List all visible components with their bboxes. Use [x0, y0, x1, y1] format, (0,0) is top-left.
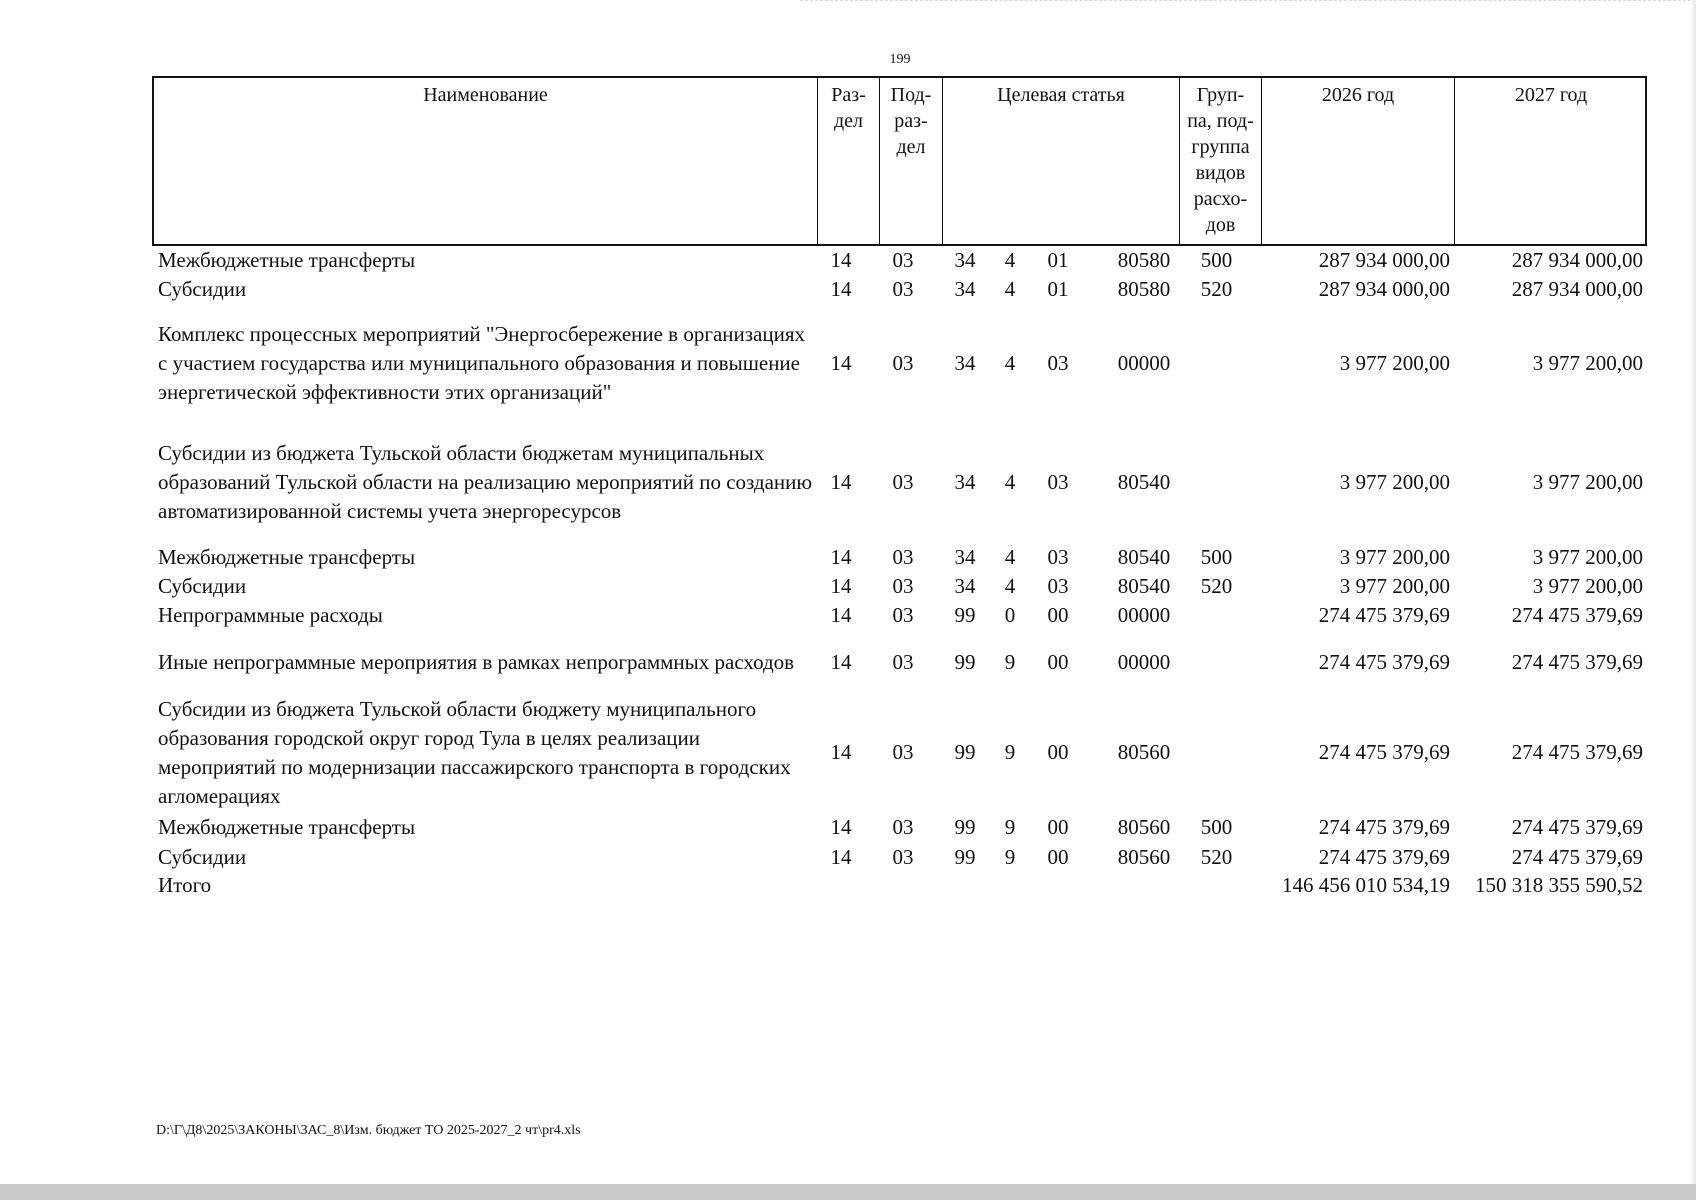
cell-y2027: 274 475 379,69: [1511, 649, 1643, 674]
cell-vr: [1175, 632, 1258, 692]
cell-podrazdel: 03: [892, 277, 914, 301]
cell-t4: 80540: [1117, 545, 1171, 569]
cell-razdel: 14: [830, 470, 852, 494]
cell-vr: 520: [1200, 277, 1233, 301]
header-podrazdel: Под- раз- дел: [879, 78, 942, 244]
cell-name: Иные непрограммные мероприятия в рамках непрограммных расходов: [158, 649, 795, 674]
table-row: [152, 305, 1647, 422]
cell-t3: 03: [1047, 574, 1069, 598]
scan-bottom-band: [0, 1184, 1696, 1200]
cell-y2027: 3 977 200,00: [1532, 351, 1643, 375]
cell-t1: 99: [954, 649, 976, 674]
cell-t2: 9: [1004, 845, 1016, 869]
cell-y2027: 274 475 379,69: [1511, 845, 1643, 869]
cell-y2026: 287 934 000,00: [1318, 248, 1450, 272]
cell-podrazdel: 03: [892, 351, 914, 375]
cell-y2027: 287 934 000,00: [1511, 248, 1643, 272]
cell-name: Итого: [158, 873, 212, 897]
header-name: Наименование: [423, 84, 548, 106]
cell-t1: 34: [954, 470, 976, 494]
cell-name: Межбюджетные трансферты: [158, 545, 416, 569]
cell-razdel: 14: [830, 845, 852, 869]
cell-razdel: 14: [830, 649, 852, 674]
cell-t3: 03: [1047, 351, 1069, 375]
cell-t1: [937, 871, 993, 900]
cell-y2027: 274 475 379,69: [1511, 815, 1643, 839]
cell-name: Субсидии из бюджета Тульской области бюджетам муниципальных образований Тульской области на реализацию мероприятий по созданию автоматизированной системы учета энергоресурсов: [158, 441, 813, 523]
table-row: [152, 424, 1647, 541]
header-target: Целевая статья: [942, 78, 1179, 244]
table-row: [152, 543, 1647, 572]
cell-t2: 4: [1004, 277, 1016, 301]
cell-razdel: 14: [830, 545, 852, 569]
cell-t2: 4: [1004, 545, 1016, 569]
cell-t4: 80580: [1117, 277, 1171, 301]
cell-t3: 03: [1047, 470, 1069, 494]
cell-t1: 34: [954, 545, 976, 569]
cell-razdel: 14: [830, 815, 852, 839]
cell-t4: 80540: [1117, 470, 1171, 494]
cell-t1: 34: [954, 248, 976, 272]
cell-t3: 01: [1047, 277, 1069, 301]
page-edge: [1690, 0, 1696, 1184]
cell-t1: 99: [954, 845, 976, 869]
scan-artifact: [800, 0, 1696, 11]
cell-name: Субсидии: [158, 574, 247, 598]
cell-t2: 4: [1004, 248, 1016, 272]
cell-vr: [1175, 305, 1258, 422]
cell-podrazdel: 03: [892, 845, 914, 869]
cell-podrazdel: 03: [892, 545, 914, 569]
cell-razdel: 14: [830, 603, 852, 627]
cell-t3: 03: [1047, 545, 1069, 569]
cell-y2026: 3 977 200,00: [1339, 470, 1450, 494]
cell-t1: 34: [954, 574, 976, 598]
cell-name: Межбюджетные трансферты: [158, 248, 416, 272]
cell-y2027: 3 977 200,00: [1532, 470, 1643, 494]
table-row: [152, 572, 1647, 601]
cell-y2027: 287 934 000,00: [1511, 277, 1643, 301]
cell-t4: 80560: [1117, 815, 1171, 839]
cell-t1: 99: [954, 740, 976, 764]
cell-podrazdel: 03: [892, 740, 914, 764]
cell-name: Комплекс процессных мероприятий "Энергосбережение в организациях с участием государства или муниципального образования и повышение энергетической эффективности этих организаций": [158, 322, 806, 404]
table-row: [152, 246, 1647, 275]
file-path: D:\Г\Д8\2025\ЗАКОНЫ\ЗАС_8\Изм. бюджет ТО 2025-2027_2 чт\pr4.xls: [156, 1123, 581, 1138]
cell-t3: 00: [1047, 603, 1069, 627]
cell-t4: 80560: [1117, 845, 1171, 869]
cell-name: Межбюджетные трансферты: [158, 815, 416, 839]
cell-t3: 00: [1047, 740, 1069, 764]
cell-razdel: 14: [830, 351, 852, 375]
cell-razdel: 14: [830, 740, 852, 764]
table-row: [152, 275, 1647, 304]
cell-t4: 00000: [1117, 351, 1171, 375]
cell-vr: 520: [1200, 574, 1233, 598]
header-razdel: Раз- дел: [817, 78, 879, 244]
header-vr: Груп- па, под- группа видов расхо- дов: [1179, 78, 1261, 244]
cell-t3: 00: [1047, 845, 1069, 869]
cell-vr: 520: [1200, 845, 1233, 869]
cell-t3: [1028, 871, 1088, 900]
page-number: 199: [889, 52, 911, 67]
cell-vr: [1175, 424, 1258, 541]
cell-vr: 500: [1200, 545, 1233, 569]
cell-t3: 00: [1047, 649, 1069, 674]
cell-y2026: 274 475 379,69: [1318, 603, 1450, 627]
cell-t3: 01: [1047, 248, 1069, 272]
cell-t4: 80540: [1117, 574, 1171, 598]
cell-t2: 9: [1004, 815, 1016, 839]
cell-y2026: 274 475 379,69: [1318, 740, 1450, 764]
header-2027: 2027 год: [1454, 78, 1647, 244]
table-header: [152, 76, 1647, 246]
cell-razdel: [810, 871, 872, 900]
cell-y2026: 3 977 200,00: [1339, 545, 1450, 569]
cell-y2027: 150 318 355 590,52: [1475, 873, 1643, 897]
cell-podrazdel: 03: [892, 470, 914, 494]
cell-t2: 9: [1004, 740, 1016, 764]
header-2026: 2026 год: [1261, 78, 1454, 244]
cell-y2026: 3 977 200,00: [1339, 351, 1450, 375]
cell-y2027: 3 977 200,00: [1532, 574, 1643, 598]
cell-name: Субсидии: [158, 845, 247, 869]
table-row: [152, 871, 1647, 900]
cell-podrazdel: 03: [892, 649, 914, 674]
cell-t2: 9: [1004, 649, 1016, 674]
cell-podrazdel: 03: [892, 603, 914, 627]
table-row: [152, 813, 1647, 842]
cell-t4: 80560: [1117, 740, 1171, 764]
cell-t1: 34: [954, 351, 976, 375]
cell-podrazdel: 03: [892, 248, 914, 272]
cell-t4: 80580: [1117, 248, 1171, 272]
table-row: [152, 601, 1647, 630]
cell-t1: 34: [954, 277, 976, 301]
cell-t2: 4: [1004, 574, 1016, 598]
cell-t1: 99: [954, 603, 976, 627]
table-row: [152, 843, 1647, 872]
cell-y2026: 274 475 379,69: [1318, 845, 1450, 869]
cell-y2026: 274 475 379,69: [1318, 815, 1450, 839]
table-row: [152, 632, 1647, 692]
cell-razdel: 14: [830, 277, 852, 301]
cell-t4: 00000: [1117, 649, 1171, 674]
table-row: [152, 694, 1647, 811]
cell-t3: 00: [1047, 815, 1069, 839]
cell-razdel: 14: [830, 574, 852, 598]
cell-t2: 4: [1004, 470, 1016, 494]
cell-t4: 00000: [1117, 603, 1171, 627]
cell-t1: 99: [954, 815, 976, 839]
cell-vr: [1175, 694, 1258, 811]
cell-y2027: 274 475 379,69: [1511, 603, 1643, 627]
cell-t2: [992, 871, 1028, 900]
cell-vr: 500: [1200, 815, 1233, 839]
cell-y2026: 287 934 000,00: [1318, 277, 1450, 301]
cell-vr: 500: [1200, 248, 1233, 272]
cell-vr: [1175, 871, 1258, 900]
cell-razdel: 14: [830, 248, 852, 272]
cell-y2027: 3 977 200,00: [1532, 545, 1643, 569]
cell-name: Субсидии: [158, 277, 247, 301]
cell-y2026: 274 475 379,69: [1318, 649, 1450, 674]
cell-y2026: 3 977 200,00: [1339, 574, 1450, 598]
cell-name: Субсидии из бюджета Тульской области бюджету муниципального образования городской округ город Тула в целях реализации мероприятий по модернизации пассажирского транспорта в городских агломерациях: [158, 696, 791, 808]
cell-podrazdel: 03: [892, 574, 914, 598]
cell-t2: 0: [1004, 603, 1016, 627]
cell-y2026: 146 456 010 534,19: [1282, 873, 1450, 897]
cell-podrazdel: [872, 871, 934, 900]
cell-vr: [1175, 601, 1258, 630]
cell-y2027: 274 475 379,69: [1511, 740, 1643, 764]
cell-podrazdel: 03: [892, 815, 914, 839]
cell-t2: 4: [1004, 351, 1016, 375]
cell-name: Непрограммные расходы: [158, 603, 383, 627]
